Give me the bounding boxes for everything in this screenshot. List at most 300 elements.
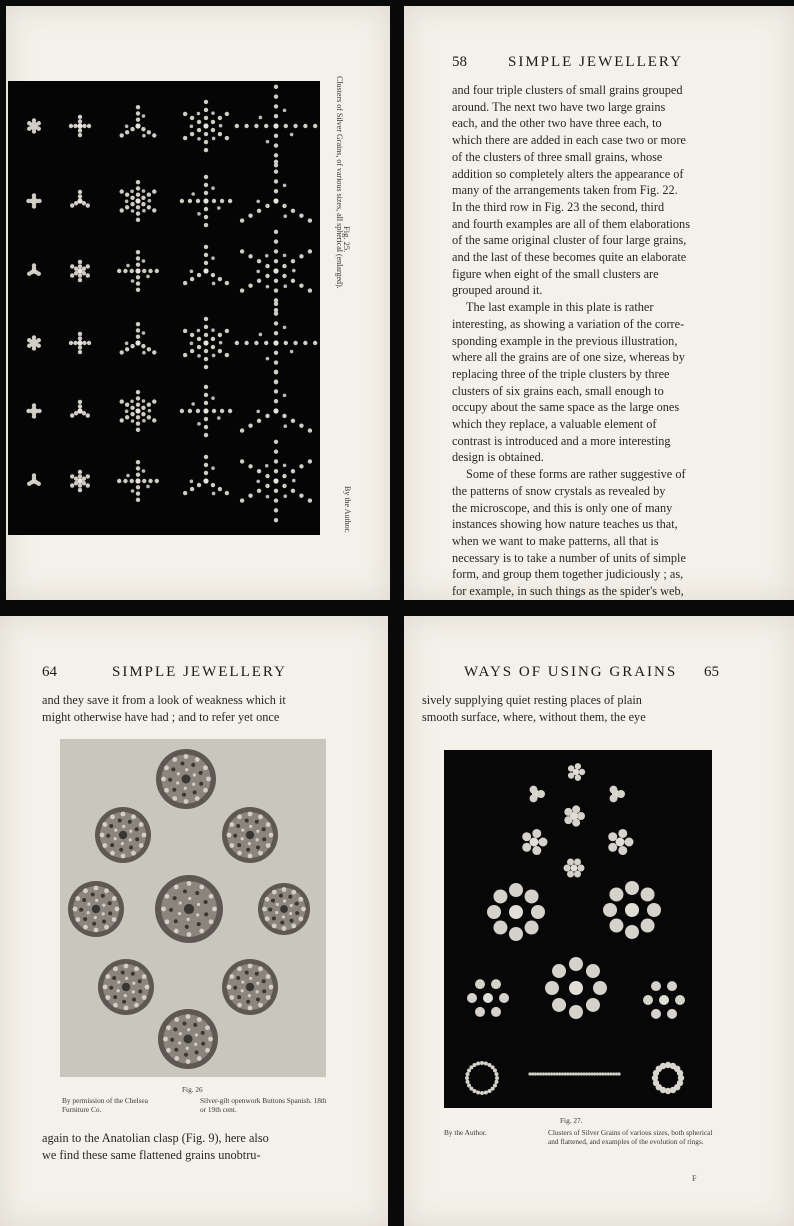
grain — [282, 204, 286, 208]
grain — [211, 186, 215, 190]
plate-fig25-image — [8, 81, 320, 535]
grain — [183, 281, 187, 285]
grain — [74, 201, 78, 205]
grain — [204, 100, 208, 104]
grain-cluster — [467, 979, 509, 1017]
grain — [303, 124, 307, 128]
fig26-caption: Silver-gilt openwork Buttons Spanish. 18th or 19th cent. — [200, 1096, 327, 1114]
grain — [617, 790, 625, 798]
grain — [274, 143, 278, 147]
grain — [142, 419, 146, 423]
grain — [274, 440, 278, 444]
grain — [204, 471, 208, 475]
grain — [197, 329, 201, 333]
grain — [203, 268, 208, 273]
grain — [212, 199, 216, 203]
grain — [152, 208, 156, 212]
grain — [32, 335, 36, 339]
grain — [282, 484, 286, 488]
grain — [586, 998, 600, 1012]
grain — [78, 273, 82, 277]
grain — [136, 322, 140, 326]
grain-cluster — [545, 957, 607, 1019]
grain — [136, 288, 140, 292]
grain — [142, 114, 146, 118]
grain — [183, 353, 187, 357]
grain — [126, 264, 130, 268]
grain — [190, 487, 194, 491]
grain — [152, 418, 156, 422]
grain — [197, 128, 201, 132]
grain — [574, 858, 581, 865]
grain — [274, 449, 278, 453]
grain — [539, 838, 548, 847]
grain — [78, 400, 82, 404]
grain — [70, 203, 74, 207]
grain-cluster — [26, 403, 41, 418]
grain-cluster — [240, 160, 312, 223]
grain — [274, 498, 278, 502]
grain — [282, 264, 286, 268]
grain — [204, 140, 208, 144]
grain — [204, 333, 208, 337]
grain — [290, 350, 294, 354]
grain — [282, 414, 286, 418]
grain — [191, 192, 195, 196]
grain — [643, 995, 653, 1005]
grain — [610, 786, 618, 794]
grain — [204, 223, 208, 227]
grain — [136, 105, 140, 109]
grain — [274, 153, 278, 157]
grain-cluster — [27, 263, 41, 276]
grain — [78, 115, 82, 119]
grain — [135, 478, 140, 483]
grain — [120, 418, 124, 422]
grain — [248, 464, 252, 468]
grain — [667, 981, 677, 991]
grain — [117, 479, 121, 483]
grain — [475, 1007, 485, 1017]
grain — [136, 250, 140, 254]
grain — [183, 136, 187, 140]
grain — [240, 498, 244, 502]
grain — [484, 1062, 488, 1066]
grain — [70, 264, 74, 268]
text-line: we find these same flattened grains unobtru- — [42, 1147, 261, 1162]
running-head: SIMPLE JEWELLERY — [112, 664, 287, 680]
grain — [32, 193, 36, 197]
text-line: instances showing how nature teaches us that, — [452, 517, 678, 532]
grain — [155, 479, 159, 483]
grain — [204, 253, 208, 257]
grain — [183, 329, 187, 333]
grain — [78, 190, 82, 194]
grain — [120, 350, 124, 354]
grain — [203, 408, 208, 413]
grain — [274, 114, 278, 118]
grain — [204, 433, 208, 437]
grain — [235, 341, 239, 345]
grain — [274, 288, 278, 292]
grain — [291, 279, 295, 283]
grain — [204, 175, 208, 179]
grain — [257, 259, 261, 263]
grain — [212, 409, 216, 413]
grain — [32, 403, 36, 407]
grain — [274, 508, 278, 512]
grain — [274, 360, 278, 364]
grain — [254, 124, 258, 128]
signature-mark: F — [692, 1174, 697, 1183]
grain — [26, 409, 30, 413]
grain — [308, 459, 312, 463]
grain — [603, 903, 617, 917]
grain — [273, 198, 278, 203]
body-text — [452, 82, 762, 600]
grain — [142, 259, 146, 263]
grain — [257, 469, 261, 473]
grain — [78, 345, 82, 349]
grain — [225, 491, 229, 495]
grain-cluster — [180, 175, 233, 228]
grain — [530, 786, 538, 794]
grain — [204, 401, 208, 405]
text-line: form, and group them together judiciously ; as, — [452, 567, 684, 582]
grain — [274, 321, 278, 325]
grain — [292, 269, 296, 273]
grain — [136, 275, 140, 279]
grain — [212, 492, 216, 496]
grain — [225, 281, 229, 285]
grain — [625, 838, 634, 847]
grain — [228, 199, 232, 203]
grain — [218, 333, 222, 337]
grain — [141, 202, 145, 206]
grain — [257, 279, 261, 283]
grain — [197, 354, 201, 358]
grain — [152, 350, 156, 354]
text-line: smooth surface, where, without them, the eye — [422, 709, 646, 724]
grain — [466, 1072, 470, 1076]
grain-cluster — [70, 260, 90, 282]
grain — [265, 254, 269, 258]
grain-cluster — [70, 190, 90, 208]
grain — [32, 473, 36, 477]
running-head: SIMPLE JEWELLERY — [508, 54, 683, 70]
grain — [78, 404, 82, 408]
grain — [32, 263, 36, 267]
grain — [545, 981, 559, 995]
grain — [141, 127, 145, 131]
grain — [190, 277, 194, 281]
grain — [291, 259, 295, 263]
grain — [197, 345, 201, 349]
grain — [467, 993, 477, 1003]
grain — [569, 957, 583, 971]
grain — [130, 412, 134, 416]
grain — [274, 85, 278, 89]
grain — [274, 259, 278, 263]
grain — [86, 483, 90, 487]
grain — [82, 267, 86, 271]
grain — [117, 269, 121, 273]
grain — [219, 124, 223, 128]
grain — [190, 132, 194, 136]
grain — [82, 201, 86, 205]
grain — [248, 254, 252, 258]
grain — [248, 493, 252, 497]
grain — [27, 272, 31, 276]
grain-cluster — [26, 193, 41, 208]
grain — [248, 283, 252, 287]
grain — [197, 337, 201, 341]
grain — [571, 865, 578, 872]
grain — [283, 109, 287, 113]
grain — [203, 478, 208, 483]
grain — [78, 119, 82, 123]
grain — [609, 887, 623, 901]
text-line: around. The next two have two large grains — [452, 99, 666, 114]
grain — [125, 341, 129, 345]
grain — [274, 379, 278, 383]
grain — [197, 137, 201, 141]
grain — [574, 871, 581, 878]
grain — [152, 189, 156, 193]
grain — [135, 198, 140, 203]
grain — [147, 205, 151, 209]
grain — [188, 199, 192, 203]
grain — [552, 964, 566, 978]
grain — [283, 184, 287, 188]
grain — [577, 812, 585, 820]
grain — [32, 414, 36, 418]
grain-cluster — [120, 180, 157, 222]
grain — [522, 832, 531, 841]
grain — [509, 883, 523, 897]
grain — [135, 340, 140, 345]
page-number: 65 — [704, 664, 719, 680]
grain — [82, 124, 86, 128]
grain — [575, 775, 581, 781]
grain — [70, 273, 74, 277]
grain — [256, 410, 260, 414]
grain — [292, 479, 296, 483]
grain — [78, 336, 82, 340]
grain — [32, 346, 36, 350]
grain-cluster — [564, 805, 585, 826]
grain — [593, 981, 607, 995]
grain — [530, 838, 539, 847]
grain — [204, 183, 208, 187]
grain — [70, 483, 74, 487]
grain — [125, 409, 129, 413]
grain — [183, 491, 187, 495]
grain — [257, 209, 261, 213]
text-line: many of the arrangements taken from Fig. 22. — [452, 183, 678, 198]
grain — [78, 278, 82, 282]
grain-cluster — [235, 85, 318, 168]
grain-cluster — [180, 385, 233, 438]
grain — [244, 341, 248, 345]
grain-cluster — [120, 322, 157, 355]
grain — [197, 483, 201, 487]
grain — [142, 189, 146, 193]
grain — [130, 202, 134, 206]
grain — [225, 112, 229, 116]
grain — [493, 1069, 497, 1073]
grain — [266, 140, 270, 144]
grain — [575, 763, 581, 769]
grain — [265, 264, 269, 268]
fig26-credit: By permission of the Chelsea Furniture Co. — [62, 1096, 148, 1114]
grain — [641, 887, 655, 901]
grain — [120, 189, 124, 193]
grain — [569, 1005, 583, 1019]
grain — [572, 819, 580, 827]
grain — [131, 279, 135, 283]
grain — [136, 186, 140, 190]
grain — [256, 270, 260, 274]
grain — [264, 124, 268, 128]
grain — [625, 881, 639, 895]
grain — [291, 489, 295, 493]
grain — [136, 193, 140, 197]
grain — [509, 927, 523, 941]
grain — [32, 204, 36, 208]
grain — [284, 124, 288, 128]
grain — [147, 193, 151, 197]
body-text-bottom — [42, 1130, 348, 1163]
grain — [204, 116, 208, 120]
grain — [567, 858, 574, 865]
grain — [283, 284, 287, 288]
grain — [274, 399, 278, 403]
grain — [190, 125, 194, 129]
grain — [191, 402, 195, 406]
grain — [211, 120, 215, 124]
grain-cluster — [183, 317, 229, 370]
grain — [274, 351, 278, 355]
grain — [204, 417, 208, 421]
text-line: for example, in such things as the spider's web, — [452, 584, 684, 599]
text-line: design is obtained. — [452, 450, 544, 465]
page-58 — [404, 6, 794, 600]
grain — [142, 209, 146, 213]
grain — [204, 393, 208, 397]
grain — [218, 487, 222, 491]
grain — [677, 1070, 683, 1076]
text-line: each, and the other two have three each, to — [452, 116, 662, 131]
grain — [78, 332, 82, 336]
grain — [136, 111, 140, 115]
grain — [126, 474, 130, 478]
grain — [293, 124, 297, 128]
grain — [130, 189, 134, 193]
plate-fig26-image — [60, 739, 326, 1077]
grain — [299, 213, 303, 217]
grain — [491, 979, 501, 989]
grain-strip — [528, 1072, 620, 1075]
grain — [120, 399, 124, 403]
grain — [283, 394, 287, 398]
grain — [257, 419, 261, 423]
grain — [225, 353, 229, 357]
grain — [266, 285, 270, 289]
grain — [125, 347, 129, 351]
grain — [618, 1072, 621, 1075]
grain — [240, 288, 244, 292]
grain — [142, 479, 146, 483]
grain — [586, 964, 600, 978]
grain — [130, 406, 134, 410]
grain — [204, 349, 208, 353]
grain-cluster — [120, 390, 157, 432]
grain — [125, 415, 129, 419]
grain — [564, 865, 571, 872]
grain — [274, 518, 278, 522]
grain — [293, 341, 297, 345]
grain — [608, 843, 617, 852]
grain — [291, 209, 295, 213]
grain — [217, 416, 221, 420]
grain — [70, 413, 74, 417]
grain — [142, 269, 146, 273]
grain — [125, 130, 129, 134]
plate-fig27-image — [444, 750, 712, 1108]
grain — [125, 403, 129, 407]
grain — [130, 344, 134, 348]
button-ornament — [68, 881, 124, 937]
grain — [217, 206, 221, 210]
grain — [146, 485, 150, 489]
grain — [274, 249, 278, 253]
grain — [147, 347, 151, 351]
text-line: interesting, as showing a variation of the corre- — [452, 316, 685, 331]
grain — [180, 409, 184, 413]
grain — [274, 134, 278, 138]
grain — [259, 333, 263, 337]
grain — [618, 846, 627, 855]
grain — [211, 337, 215, 341]
grain — [274, 160, 278, 164]
grain — [136, 415, 140, 419]
grain — [274, 169, 278, 173]
grain — [136, 205, 140, 209]
fig27-label: Fig. 27. — [560, 1116, 583, 1125]
grain — [37, 409, 41, 413]
grain-ring — [652, 1062, 684, 1094]
grain — [190, 480, 194, 484]
grain — [283, 326, 287, 330]
grain — [476, 1090, 480, 1094]
grain — [266, 495, 270, 499]
grain — [248, 423, 252, 427]
text-line: which they replace, a valuable element of — [452, 417, 657, 432]
grain — [211, 128, 215, 132]
grain — [488, 1089, 492, 1093]
text-line: of the clusters of three small grains, whose — [452, 149, 663, 164]
grain — [274, 469, 278, 473]
grain-cluster — [70, 470, 90, 492]
grain — [225, 136, 229, 140]
grain — [196, 199, 200, 203]
grain — [256, 480, 260, 484]
grain-cluster — [120, 105, 157, 138]
grain — [125, 205, 129, 209]
grain — [493, 921, 507, 935]
grain-cluster — [530, 786, 546, 803]
